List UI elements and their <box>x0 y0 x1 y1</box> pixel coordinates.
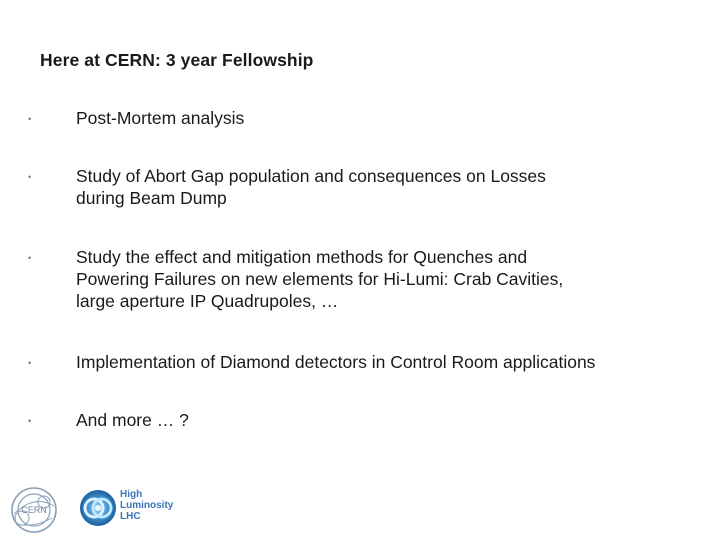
hilumi-line: High <box>120 489 143 500</box>
bullet-line: Study the effect and mitigation methods for Quenches and <box>76 247 528 267</box>
cern-logo-text: CERN <box>21 505 47 515</box>
bullet-dot: • <box>28 253 32 263</box>
cern-logo <box>8 484 60 536</box>
bullet-text <box>76 246 676 312</box>
footer-logos <box>0 478 720 540</box>
bullet-text <box>76 107 676 129</box>
bullet-text <box>76 351 676 373</box>
hilumi-logo-icon <box>78 486 122 530</box>
bullet-dot: • <box>28 416 32 426</box>
bullet-dot: • <box>28 114 32 124</box>
bullet-text <box>76 165 676 209</box>
cern-logo-icon <box>8 484 60 536</box>
hilumi-line: Luminosity <box>120 500 174 511</box>
bullet-line: And more … ? <box>76 410 189 430</box>
bullet-line: Study of Abort Gap population and consequences on Losses <box>76 166 546 186</box>
bullet-line: Implementation of Diamond detectors in Control Room applications <box>76 352 596 372</box>
bullet-dot: • <box>28 172 32 182</box>
bullet-line: Post-Mortem analysis <box>76 108 245 128</box>
hilumi-line: LHC <box>120 511 141 522</box>
hilumi-logo <box>78 486 188 530</box>
hilumi-logo-text <box>120 489 173 522</box>
bullet-line: Powering Failures on new elements for Hi-Lumi: Crab Cavities, <box>76 269 564 289</box>
bullet-line: large aperture IP Quadrupoles, … <box>76 291 339 311</box>
bullet-line: during Beam Dump <box>76 188 227 208</box>
bullet-dot: • <box>28 358 32 368</box>
bullet-text <box>76 409 676 431</box>
slide-title: Here at CERN: 3 year Fellowship <box>40 50 314 70</box>
